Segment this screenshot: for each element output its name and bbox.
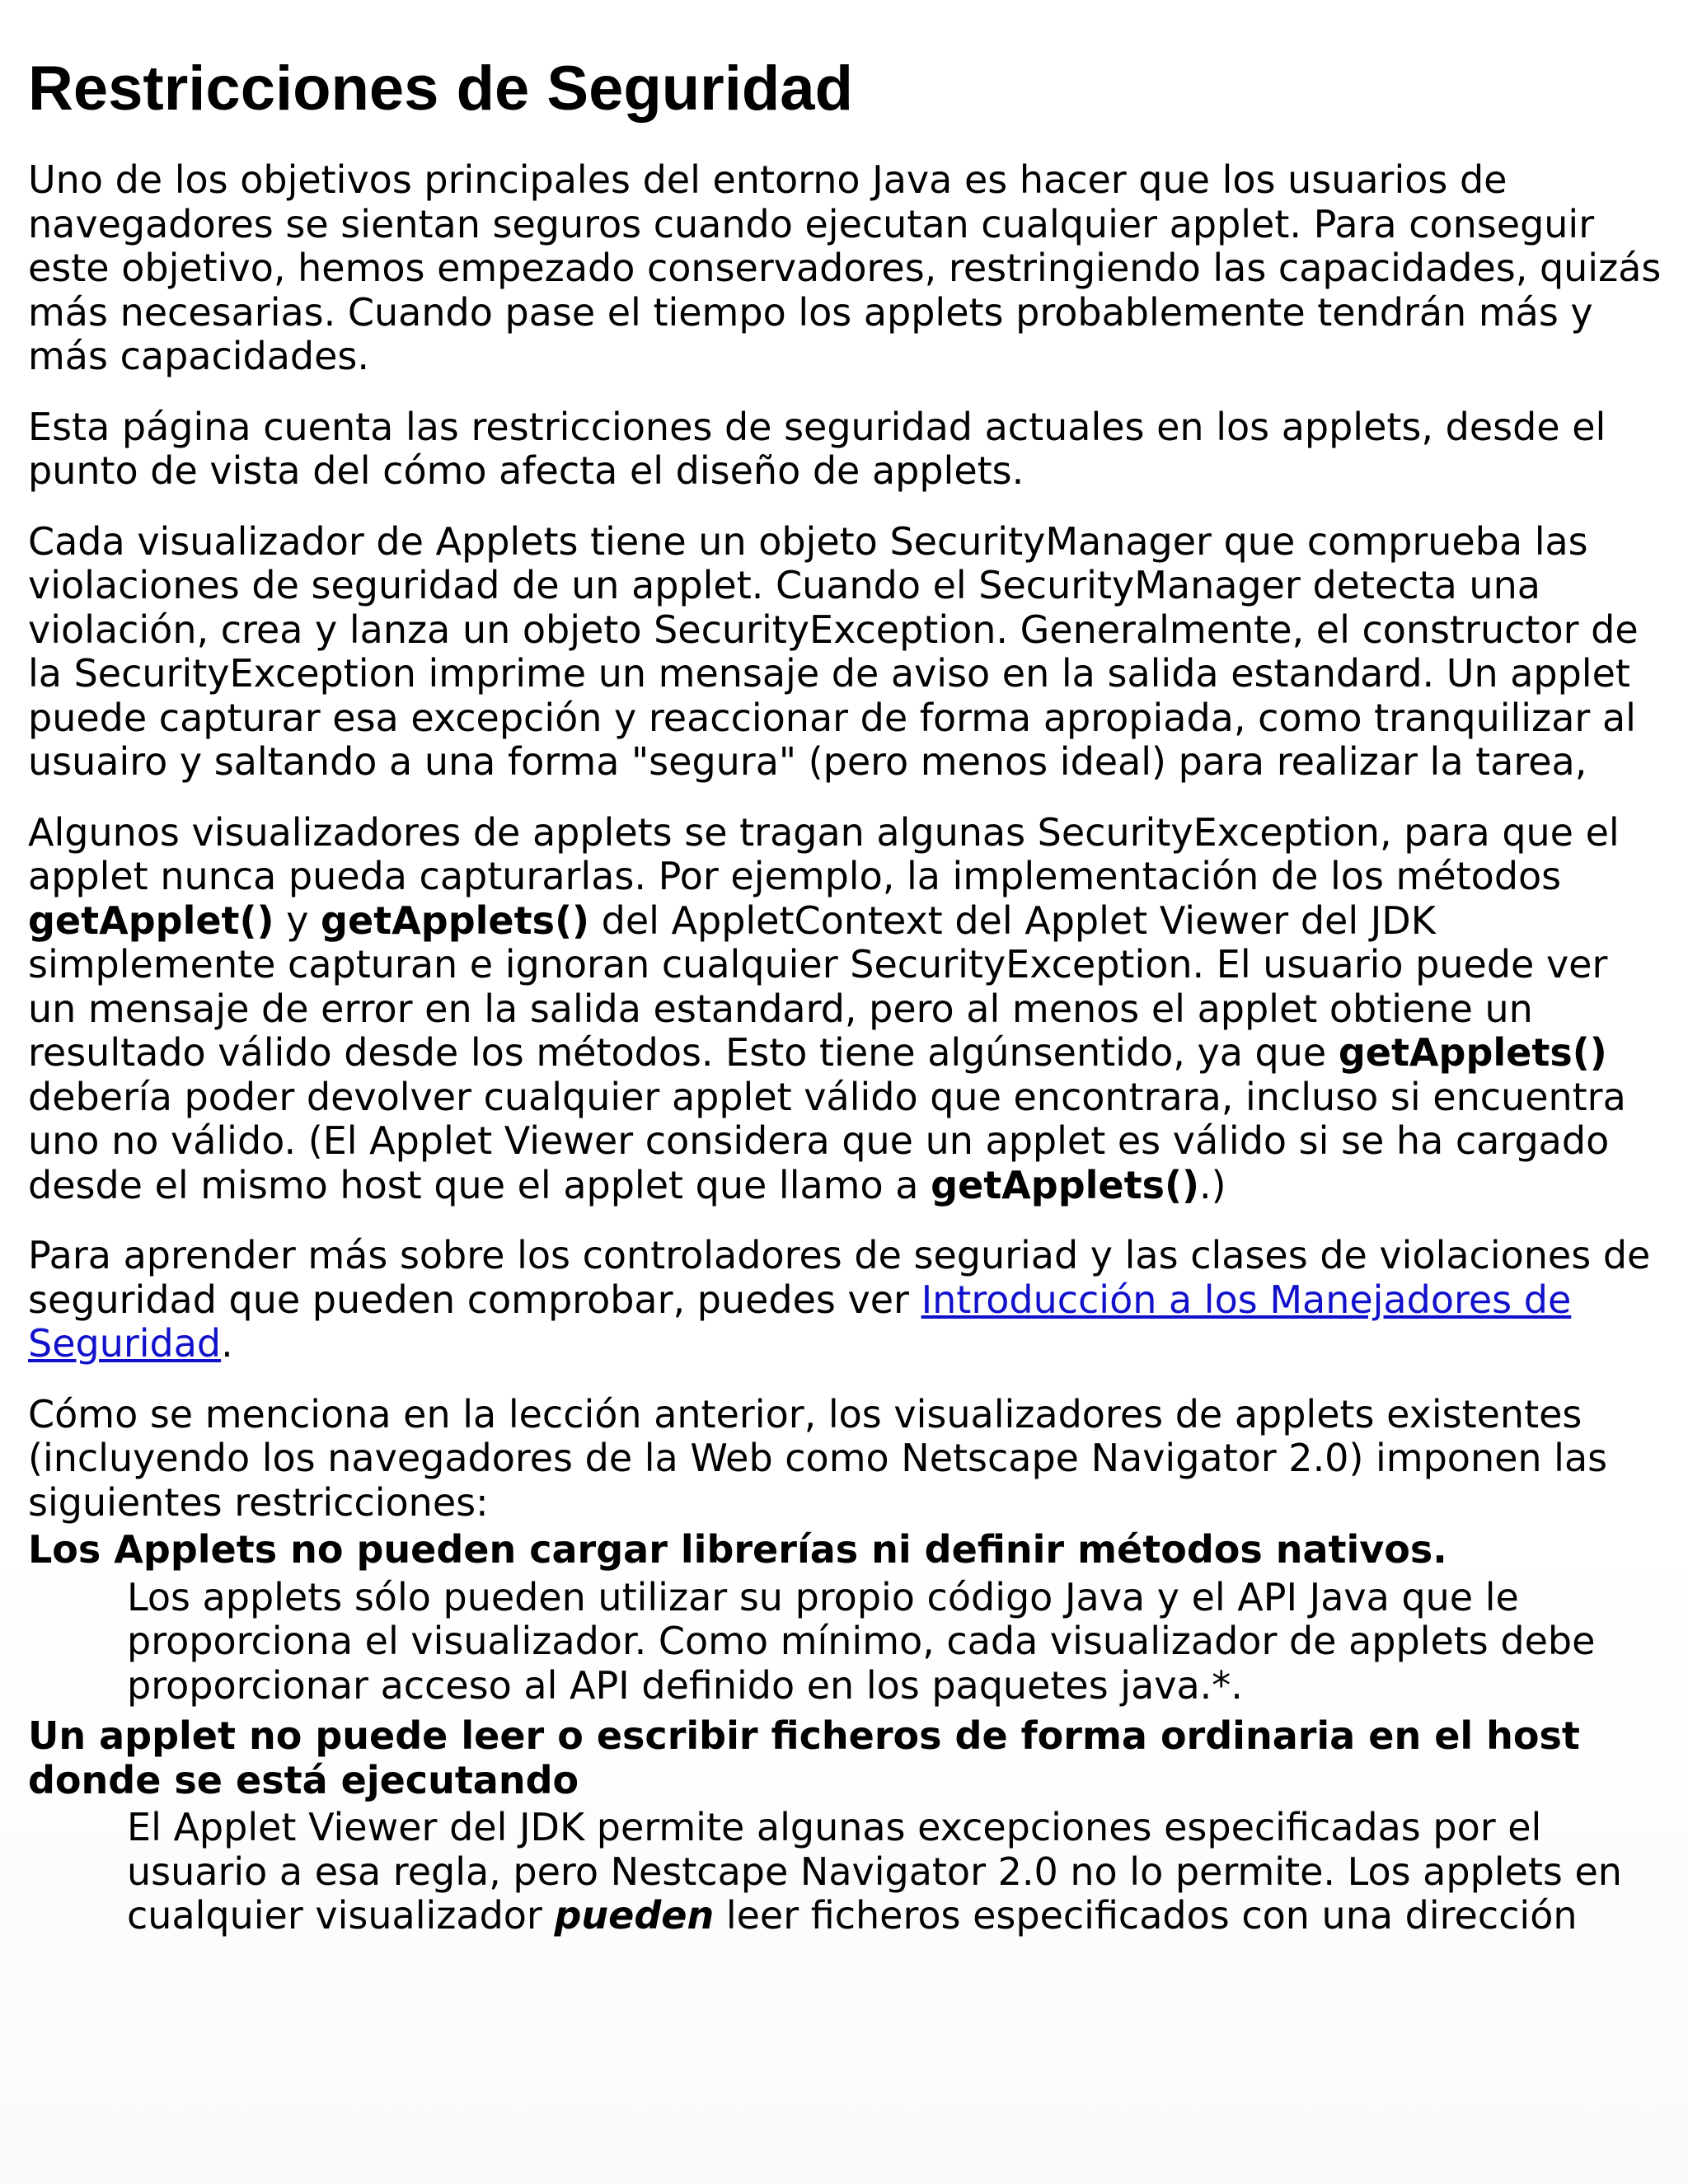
text-run: Para aprender más sobre los controladores de seguriad y las clases de violaciones de seguridad que pueden comprobar, puedes ver [28, 1233, 1651, 1322]
paragraph-swallowed-exceptions [28, 811, 1664, 1208]
text-run: . [221, 1321, 233, 1366]
text-run: y [274, 898, 321, 943]
paragraph-intro: Uno de los objetivos principales del entorno Java es hacer que los usuarios de navegadores se sientan seguros cuando ejecutan cualquier applet. Para conseguir este objetivo, hemos empezado conservadores, restringiendo las capacidades, quizás más necesarias. Cuando pase el tiempo los applets probablemente tendrán más y más capacidades. [28, 157, 1662, 378]
text-run: .) [1199, 1162, 1226, 1207]
paragraph-restrictions-intro: Cómo se menciona en la lección anterior, los visualizadores de applets existentes (incluyendo los navegadores de la Web como Netscape Navigator 2.0) imponen las siguientes restricciones: [28, 1391, 1608, 1525]
method-name-getapplets: getApplets() [321, 898, 589, 943]
document-body [28, 54, 1664, 1942]
restriction-term: Los Applets no pueden cargar librerías ni definir métodos nativos. [28, 1527, 1447, 1572]
paragraph-scope: Esta página cuenta las restricciones de seguridad actuales en los applets, desde el punto de vista del cómo afecta el diseño de applets. [28, 404, 1606, 493]
restrictions-list [28, 1525, 1664, 1938]
text-run: leer ficheros especificados con una dirección [714, 1893, 1578, 1938]
paragraph-security-manager: Cada visualizador de Applets tiene un objeto SecurityManager que comprueba las violaciones de seguridad de un applet. Cuando el SecurityManager detecta una violación, crea y lanza un objeto SecurityException. Generalmente, el constructor de la SecurityException imprime un mensaje de aviso en la salida estandard. Un applet puede capturar esa excepción y reaccionar de forma apropiada, como tranquilizar al usuairo y saltando a una forma "segura" (pero menos ideal) para realizar la tarea, [28, 518, 1639, 784]
restriction-description: Los applets sólo pueden utilizar su propio código Java y el API Java que le proporciona el visualizador. Como mínimo, cada visualizador de applets debe proporcionar acceso al API definido en los paquetes java.*. [127, 1574, 1596, 1708]
restriction-description [127, 1806, 1664, 1938]
page-title: Restricciones de Seguridad [28, 54, 853, 124]
security-managers-link[interactable]: Introducción a los Manejadores de Seguridad [28, 1277, 1572, 1366]
paragraph-learn-more [28, 1234, 1664, 1366]
emphasis: pueden [554, 1893, 715, 1938]
text-run: debería poder devolver cualquier applet válido que encontrara, incluso si encuentra uno no válido. (El Applet Viewer considera que un applet es válido si se ha cargado desde el mismo host que el applet que llamo a [28, 1074, 1626, 1207]
text-run: El Applet Viewer del JDK permite algunas excepciones especificadas por el usuario a esa regla, pero Nestcape Navigator 2.0 no lo permite. Los applets en cualquier visualizador [127, 1805, 1622, 1938]
text-run: Algunos visualizadores de applets se tragan algunas SecurityException, para que el applet nunca pueda capturarlas. Por ejemplo, la implementación de los métodos [28, 809, 1620, 898]
method-name-getapplets: getApplets() [931, 1162, 1200, 1207]
method-name-getapplets: getApplets() [1338, 1030, 1607, 1075]
method-name-getapplet: getApplet() [28, 898, 274, 943]
restriction-term: Un applet no puede leer o escribir ficheros de forma ordinaria en el host donde se está ejecutando [28, 1713, 1580, 1802]
text-run: del AppletContext del Applet Viewer del JDK simplemente capturan e ignoran cualquier SecurityException. El usuario puede ver un mensaje de error en la salida estandard, pero al menos el applet obtiene un resultado válido desde los métodos. Esto tiene algúnsentido, ya que [28, 898, 1608, 1075]
